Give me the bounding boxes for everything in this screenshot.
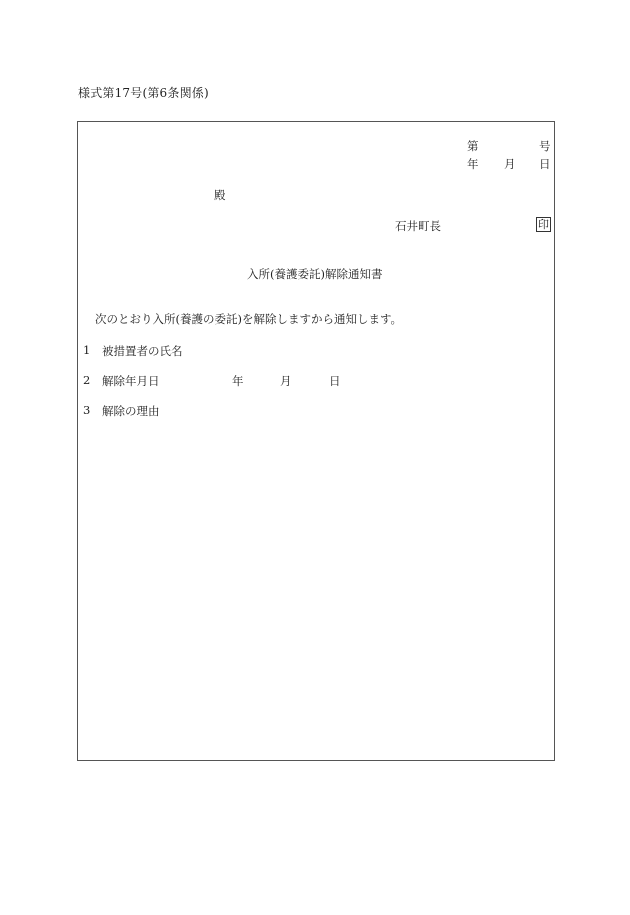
body-text: 次のとおり入所(養護の委託)を解除しますから通知します。 <box>95 312 403 326</box>
document-title: 入所(養護委託)解除通知書 <box>247 267 383 281</box>
issue-date-year: 年 <box>467 157 479 171</box>
release-date-year: 年 <box>232 374 244 388</box>
release-date-day: 日 <box>329 374 341 388</box>
document-number-prefix: 第 <box>467 139 479 153</box>
seal-mark: 印 <box>538 218 549 231</box>
item-2-number: 2 <box>83 373 91 387</box>
issue-date-month: 月 <box>504 157 516 171</box>
release-date-month: 月 <box>280 374 292 388</box>
issue-date-day: 日 <box>539 157 551 171</box>
document-number-suffix: 号 <box>539 139 551 153</box>
item-2-label: 解除年月日 <box>102 374 160 388</box>
issuer-title: 石井町長 <box>395 219 441 233</box>
form-number-label: 様式第17号(第6条関係) <box>78 86 209 100</box>
addressee-suffix: 殿 <box>214 188 226 202</box>
item-3-number: 3 <box>83 403 91 417</box>
document-frame <box>77 121 555 761</box>
item-3-label: 解除の理由 <box>102 404 160 418</box>
item-1-number: 1 <box>83 343 91 357</box>
item-1-label: 被措置者の氏名 <box>102 344 183 358</box>
